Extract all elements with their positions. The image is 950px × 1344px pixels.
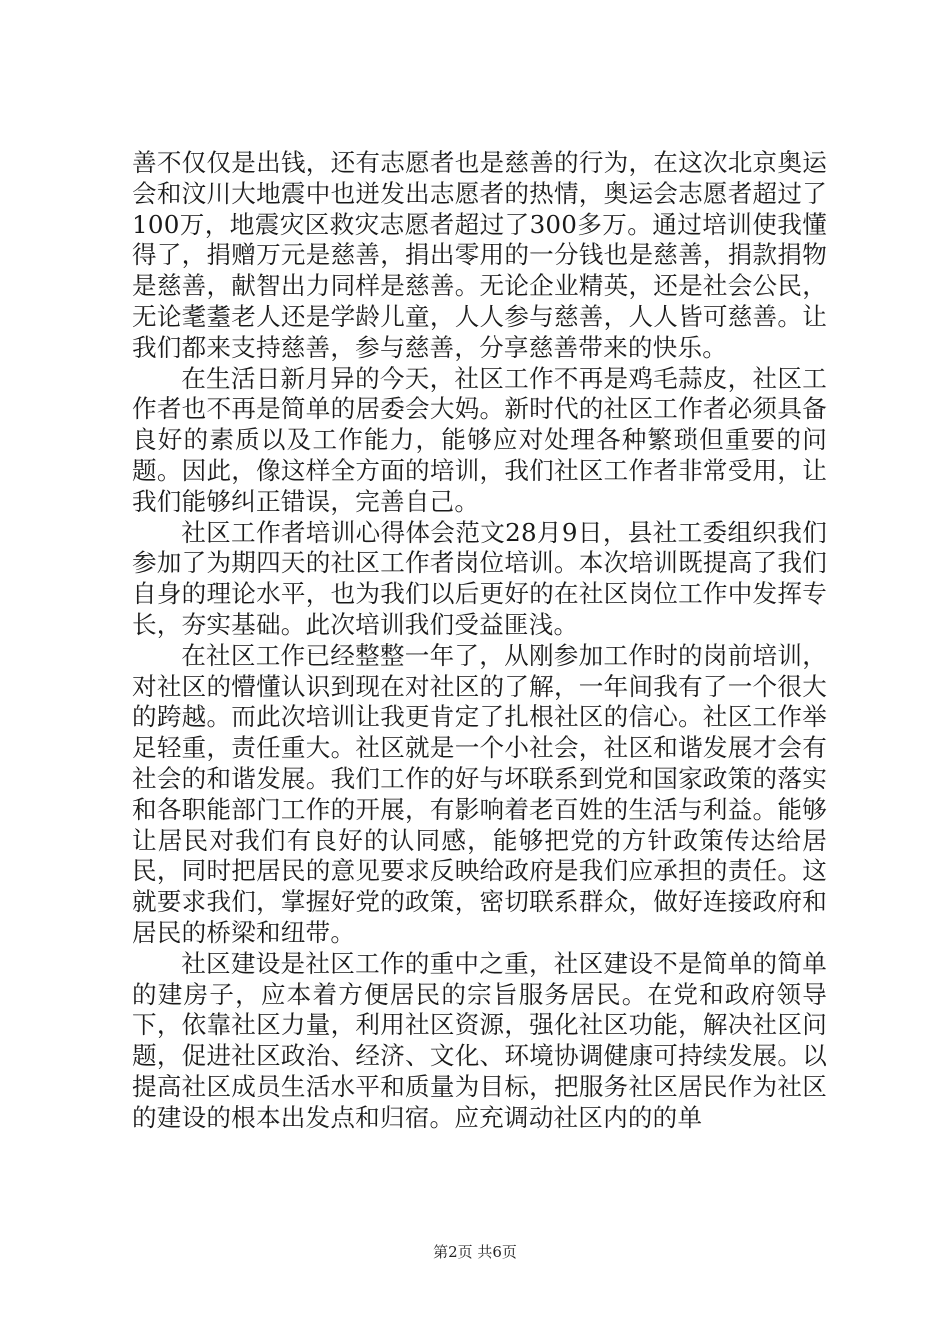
paragraph: 社区工作者培训心得体会范文28月9日，县社工委组织我们参加了为期四天的社区工作者岗位培训。本次培训既提高了我们自身的理论水平，也为我们以后更好的在社区岗位工作中发挥专长，夯实基础。此次培训我们受益匪浅。 [132,517,827,639]
paragraph: 社区建设是社区工作的重中之重，社区建设不是简单的简单的建房子，应本着方便居民的宗旨服务居民。在党和政府领导下，依靠社区力量，利用社区资源，强化社区功能，解决社区问题，促进社区政治、经济、文化、环境协调健康可持续发展。以提高社区成员生活水平和质量为目标，把服务社区居民作为社区的建设的根本出发点和归宿。应充调动社区内的的单 [132,948,827,1132]
paragraph: 在生活日新月异的今天，社区工作不再是鸡毛蒜皮，社区工作者也不再是简单的居委会大妈。新时代的社区工作者必须具备良好的素质以及工作能力，能够应对处理各种繁琐但重要的问题。因此，像这样全方面的培训，我们社区工作者非常受用，让我们能够纠正错误，完善自己。 [132,363,827,516]
paragraph: 在社区工作已经整整一年了，从刚参加工作时的岗前培训，对社区的懵懂认识到现在对社区的了解，一年间我有了一个很大的跨越。而此次培训让我更肯定了扎根社区的信心。社区工作举足轻重，责任重大。社区就是一个小社会，社区和谐发展才会有社会的和谐发展。我们工作的好与坏联系到党和国家政策的落实和各职能部门工作的开展，有影响着老百姓的生活与利益。能够让居民对我们有良好的认同感，能够把党的方针政策传达给居民，同时把居民的意见要求反映给政府是我们应承担的责任。这就要求我们，掌握好党的政策，密切联系群众，做好连接政府和居民的桥梁和纽带。 [132,640,827,947]
page-number-footer: 第2页 共6页 [433,1243,517,1261]
document-body [132,148,827,1134]
paragraph: 善不仅仅是出钱，还有志愿者也是慈善的行为，在这次北京奥运会和汶川大地震中也迸发出志愿者的热情，奥运会志愿者超过了100万，地震灾区救灾志愿者超过了300多万。通过培训使我懂得了，捐赠万元是慈善，捐出零用的一分钱也是慈善，捐款捐物是慈善，献智出力同样是慈善。无论企业精英，还是社会公民，无论耄耋老人还是学龄儿童，人人参与慈善，人人皆可慈善。让我们都来支持慈善，参与慈善，分享慈善带来的快乐。 [132,148,827,362]
